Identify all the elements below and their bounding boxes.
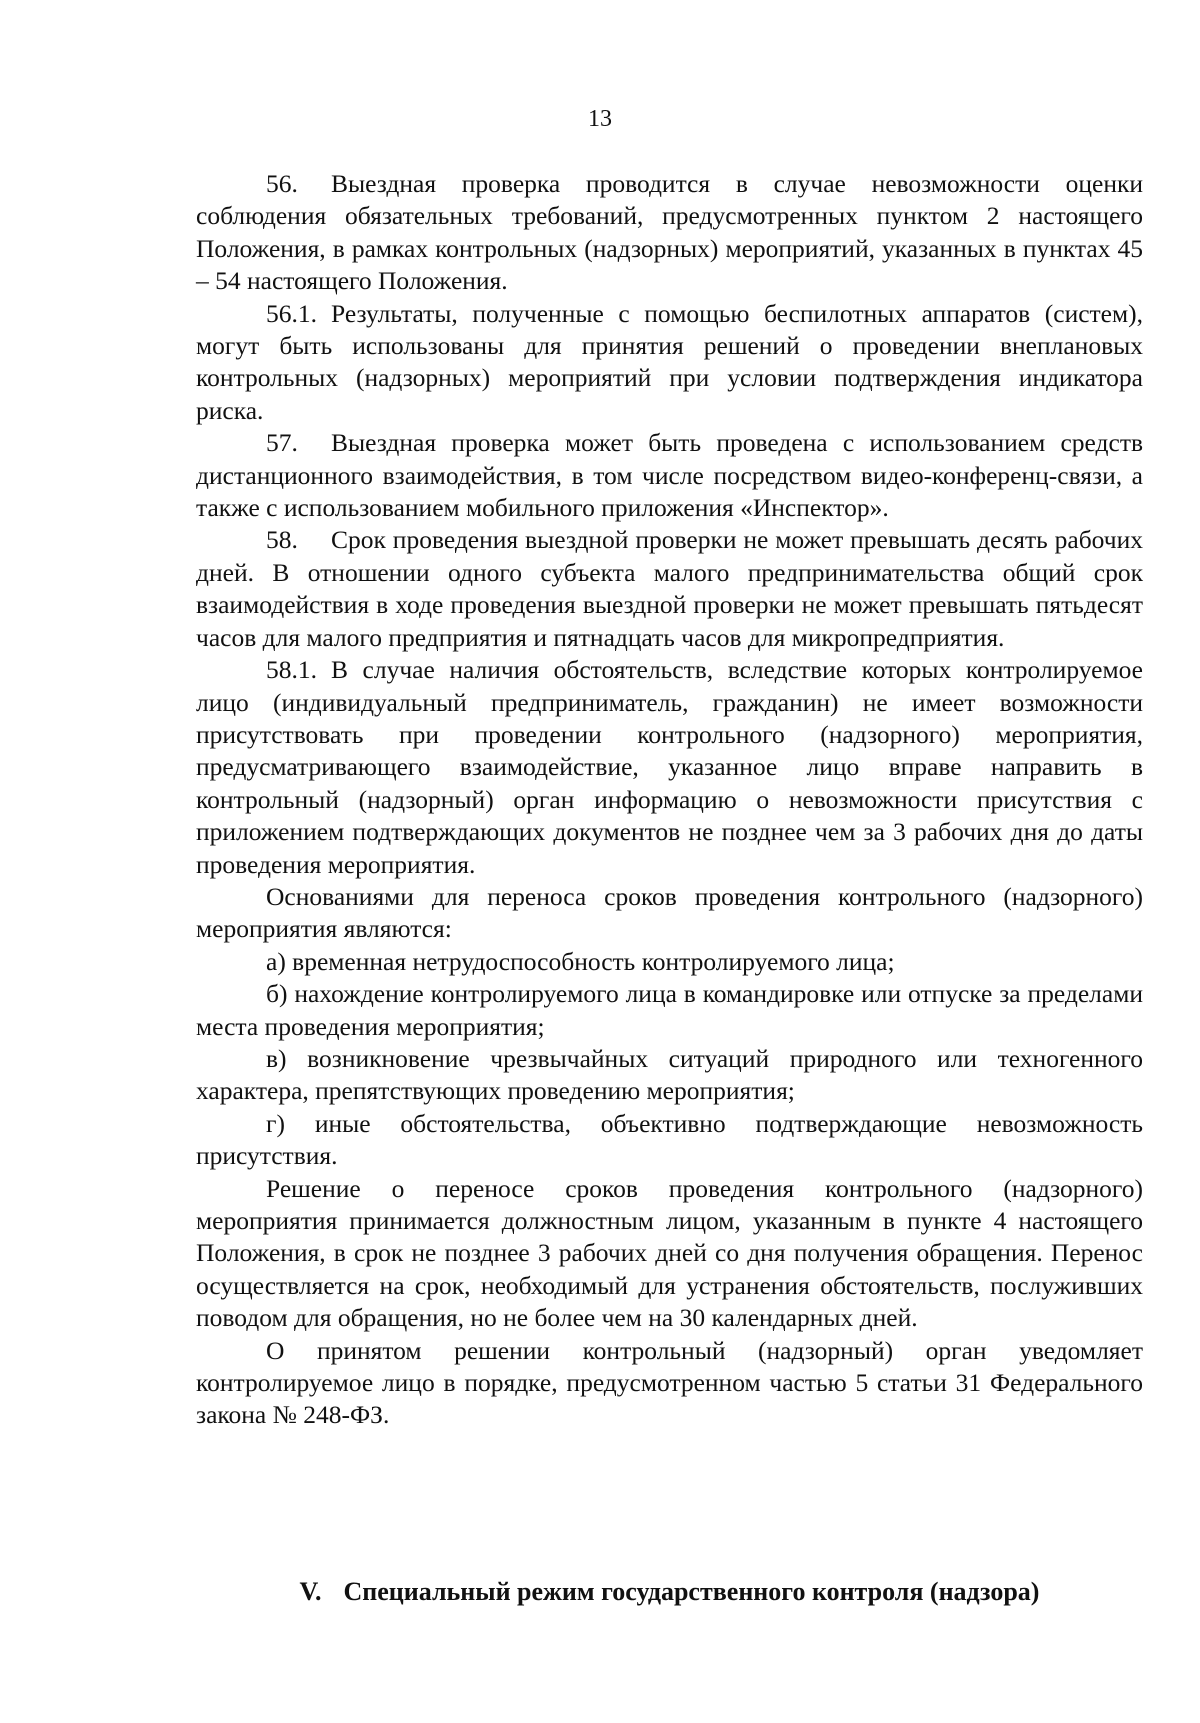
paragraph-ground-d: г) иные обстоятельства, объективно подтверждающие невозможность присутствия.: [196, 1108, 1143, 1171]
paragraph-postponement-decision: Решение о переносе сроков проведения контрольного (надзорного) мероприятия принимается должностным лицом, указанным в пункте 4 настоящего Положения, в срок не позднее 3 рабочих дней со дня получения обращения. Перенос осуществляется на срок, необходимый для устранения обстоятельств, послуживших поводом для обращения, но не более чем на 30 календарных дней.: [196, 1173, 1143, 1333]
paragraph-ground-c: в) возникновение чрезвычайных ситуаций природного или техногенного характера, препятствующих проведению мероприятия;: [196, 1043, 1143, 1106]
paragraph-58-1: [196, 654, 1143, 881]
paragraph-ground-b: б) нахождение контролируемого лица в командировке или отпуске за пределами места проведения мероприятия;: [196, 979, 1143, 1041]
paragraph-58: [196, 524, 1143, 654]
section-title: Специальный режим государственного контроля (надзора): [343, 1577, 1040, 1606]
clause-number: 58.1.: [266, 655, 317, 685]
paragraph-56-1: [196, 298, 1143, 428]
clause-text: Срок проведения выездной проверки не может превышать десять рабочих дней. В отношении одного субъекта малого предпринимательства общий срок взаимодействия в ходе проведения выездной проверки не может превышать пятьдесят часов для малого предприятия и пятнадцать часов для микропредприятия.: [196, 525, 1143, 652]
section-number: V.: [299, 1577, 322, 1606]
paragraph-grounds-intro: Основаниями для переноса сроков проведения контрольного (надзорного) мероприятия являются:: [196, 881, 1143, 944]
paragraph-57: [196, 427, 1143, 524]
clause-number: 56.: [266, 169, 298, 198]
page-number: 13: [588, 106, 612, 132]
clause-text: В случае наличия обстоятельств, вследствие которых контролируемое лицо (индивидуальный предприниматель, гражданин) не имеет возможности присутствовать при проведении контрольного (надзорного) мероприятия, предусматривающего взаимодействие, указанное лицо вправе направить в контрольный (надзорный) орган информацию о невозможности присутствия с приложением подтверждающих документов не позднее чем за 3 рабочих дня до даты проведения мероприятия.: [196, 655, 1143, 879]
clause-number: 56.1.: [266, 298, 317, 328]
clause-text: Результаты, полученные с помощью беспилотных аппаратов (систем), могут быть использованы для принятия решений о проведении внеплановых контрольных (надзорных) мероприятий при условии подтверждения индикатора риска.: [196, 298, 1143, 425]
clause-number: 58.: [266, 525, 298, 555]
paragraph-56: [196, 168, 1143, 298]
clause-text: Выездная проверка может быть проведена с использованием средств дистанционного взаимодействия, в том числе посредством видео-конференц-связи, а также с использованием мобильного приложения «Инспектор».: [196, 428, 1143, 523]
clause-number: 57.: [266, 428, 298, 458]
paragraph-notification: О принятом решении контрольный (надзорный) орган уведомляет контролируемое лицо в порядке, предусмотренном частью 5 статьи 31 Федерального закона № 248-ФЗ.: [196, 1335, 1143, 1430]
clause-text: Выездная проверка проводится в случае невозможности оценки соблюдения обязательных требований, предусмотренных пунктом 2 настоящего Положения, в рамках контрольных (надзорных) мероприятий, указанных в пунктах 45 – 54 настоящего Положения.: [196, 169, 1143, 296]
section-heading: [196, 1576, 1143, 1608]
paragraph-ground-a: а) временная нетрудоспособность контролируемого лица;: [266, 946, 895, 976]
document-body: [196, 168, 1143, 1432]
